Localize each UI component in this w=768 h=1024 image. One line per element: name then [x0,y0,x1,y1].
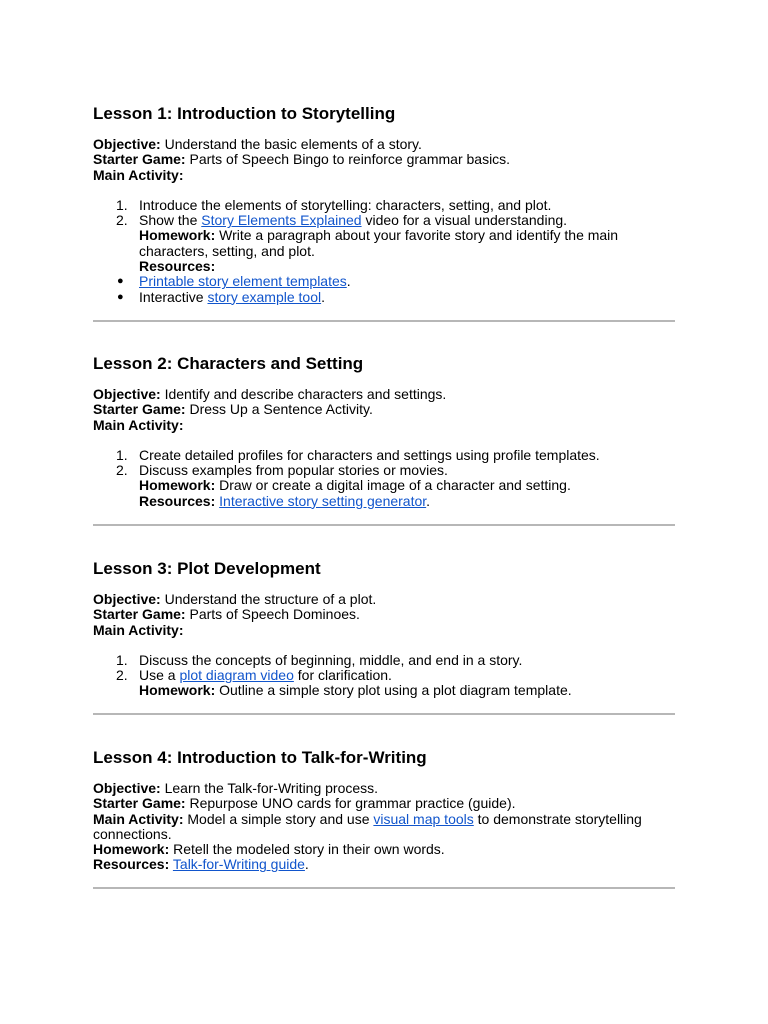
printable-templates-link[interactable]: Printable story element templates [139,273,347,290]
resource-text: Interactive [139,288,208,305]
list-number: 1. [116,651,128,668]
bullet-icon: ● [117,290,124,303]
lesson-2-objective [93,387,675,402]
list-item-text: Discuss examples from popular stories or movies. [139,462,448,479]
lesson-2-homework [93,478,675,493]
list-number: 2. [116,212,128,229]
lesson-1-homework-cont: characters, setting, and plot. [139,242,315,259]
resource-item [93,274,675,289]
starter-label: Starter Game: [93,401,186,418]
lesson-1-title: Lesson 1: Introduction to Storytelling [93,104,396,123]
resources-label: Resources: [139,492,216,509]
main-activity-label: Main Activity: [93,416,184,433]
lesson-2-starter [93,402,675,417]
homework-text: Retell the modeled story in their own words. [169,841,445,858]
starter-label: Starter Game: [93,151,186,168]
lesson-3-homework [93,683,675,698]
lesson-1-homework [93,228,675,243]
list-item [93,463,675,478]
lesson-3-title: Lesson 3: Plot Development [93,559,321,578]
main-activity-label: Main Activity: [93,166,184,183]
punctuation: . [426,492,431,509]
lesson-4-starter [93,796,675,811]
homework-text: Write a paragraph about your favorite story and identify the main [215,227,619,244]
list-item [93,213,675,228]
lesson-4-homework [93,842,675,857]
starter-text: Dress Up a Sentence Activity. [185,401,373,418]
list-item [93,668,675,683]
punctuation: . [346,273,351,290]
punctuation: . [321,288,325,305]
objective-label: Objective: [93,780,161,796]
list-item [93,448,675,463]
resources-label: Resources: [139,258,216,275]
lesson-4-main-cont: connections. [93,825,172,842]
lesson-1-resources [93,259,675,274]
list-item-text: Discuss the concepts of beginning, middle, and end in a story. [139,651,523,668]
homework-text: Draw or create a digital image of a character and setting. [215,477,571,494]
resource-item [93,290,675,305]
list-item [93,198,675,213]
objective-text: Learn the Talk-for-Writing process. [160,780,379,796]
lesson-1-starter [93,152,675,167]
list-item-text: Create detailed profiles for characters and settings using profile templates. [139,446,600,463]
homework-text: Outline a simple story plot using a plot diagram template. [215,682,572,699]
divider [93,524,675,526]
list-item-text: Use a [139,667,180,684]
lesson-1 [93,104,675,305]
lesson-3-starter [93,607,675,622]
punctuation: . [304,856,309,873]
lesson-3-objective [93,592,675,607]
lesson-3-main [93,623,675,638]
lesson-3 [93,559,675,699]
homework-label: Homework: [139,682,216,699]
objective-label: Objective: [93,386,161,402]
list-number: 1. [116,196,128,213]
homework-label: Homework: [139,227,216,244]
lesson-2 [93,354,675,509]
story-example-tool-link[interactable]: story example tool [207,288,322,305]
visual-map-tools-link[interactable]: visual map tools [373,810,474,827]
main-activity-text: Model a simple story and use [183,810,374,827]
lesson-2-title: Lesson 2: Characters and Setting [93,354,364,373]
main-activity-label: Main Activity: [93,621,184,638]
plot-diagram-video-link[interactable]: plot diagram video [179,667,294,684]
list-number: 1. [116,446,128,463]
story-elements-video-link[interactable]: Story Elements Explained [201,212,362,229]
objective-text: Understand the structure of a plot. [160,591,377,607]
lesson-4-resources [93,857,675,872]
main-activity-text: to demonstrate storytelling [473,810,642,827]
objective-label: Objective: [93,136,161,152]
lesson-4-title: Lesson 4: Introduction to Talk-for-Writing [93,748,427,767]
list-item-text: Show the [139,212,202,229]
list-number: 2. [116,667,128,684]
objective-text: Identify and describe characters and settings. [160,386,447,402]
lesson-4 [93,748,675,873]
lesson-1-objective [93,137,675,152]
starter-text: Parts of Speech Dominoes. [185,606,360,623]
lesson-2-resources [93,494,675,509]
list-item-text: for clarification. [293,667,392,684]
list-item [93,653,675,668]
setting-generator-link[interactable]: Interactive story setting generator [219,492,427,509]
homework-label: Homework: [139,477,216,494]
objective-text: Understand the basic elements of a story. [160,136,422,152]
lesson-1-main [93,168,675,183]
main-activity-label: Main Activity: [93,810,184,827]
starter-label: Starter Game: [93,795,186,812]
homework-label: Homework: [93,841,170,858]
bullet-icon: ● [117,275,124,288]
list-item-text: Introduce the elements of storytelling: characters, setting, and plot. [139,196,552,213]
divider [93,320,675,322]
objective-label: Objective: [93,591,161,607]
lesson-2-main [93,418,675,433]
talk-for-writing-guide-link[interactable]: Talk-for-Writing guide [172,856,305,873]
divider [93,887,675,889]
list-number: 2. [116,462,128,479]
divider [93,713,675,715]
starter-text: Parts of Speech Bingo to reinforce grammar basics. [185,151,511,168]
resources-label: Resources: [93,856,170,873]
lesson-4-objective [93,781,675,796]
starter-label: Starter Game: [93,606,186,623]
lesson-4-main [93,812,675,827]
starter-text: Repurpose UNO cards for grammar practice (guide). [185,795,516,812]
list-item-text: video for a visual understanding. [361,212,568,229]
